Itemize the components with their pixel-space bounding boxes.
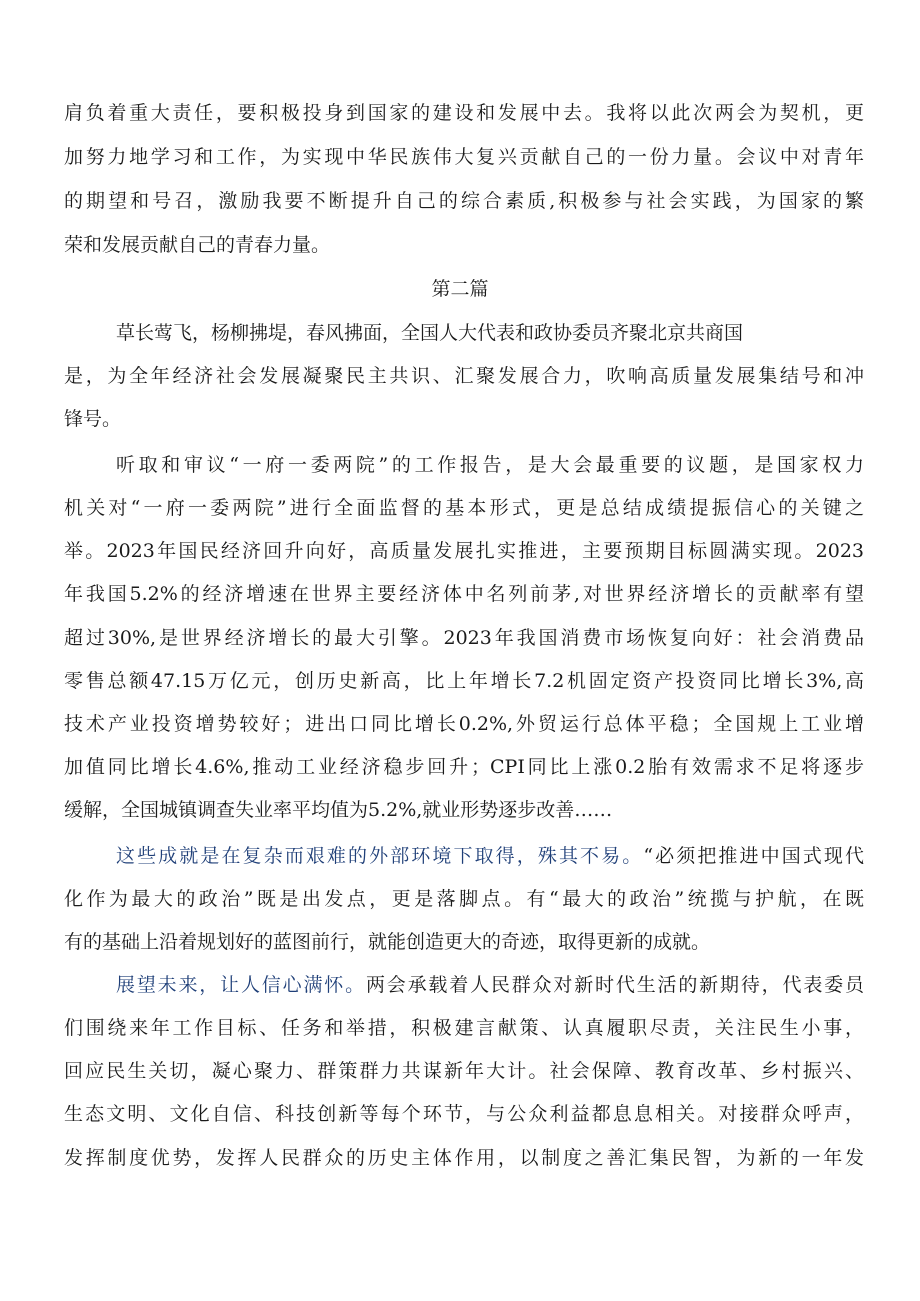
paragraph-line: 机关对“一府一委两院”进行全面监督的基本形式，更是总结成绩提振信心的关键之 — [64, 497, 864, 519]
paragraph-line: 年我国5.2%的经济增速在世界主要经济体中名列前茅,对世界经济增长的贡献率有望 — [64, 583, 864, 605]
paragraph-line-first — [116, 973, 864, 997]
paragraph-line-first — [116, 844, 864, 868]
paragraph-line: 缓解，全国城镇调查失业率平均值为5.2%,就业形势逐步改善…… — [64, 799, 613, 821]
paragraph-line: 生态文明、文化自信、科技创新等每个环节，与公众利益都息息相关。对接群众呼声， — [64, 1103, 864, 1125]
paragraph-line: 超过30%,是世界经济增长的最大引擎。2023年我国消费市场恢复向好：社会消费品 — [64, 627, 864, 649]
paragraph-line: 们围绕来年工作目标、任务和举措，积极建言献策、认真履职尽责，关注民生小事， — [64, 1017, 864, 1039]
paragraph-text: “必须把推进中国式现代 — [643, 845, 864, 867]
section-heading: 第二篇 — [431, 278, 489, 300]
paragraph-line: 有的基础上沿着规划好的蓝图前行，就能创造更大的奇迹，取得更新的成就。 — [64, 931, 711, 953]
paragraph-line: 荣和发展贡献自己的青春力量。 — [64, 234, 331, 256]
paragraph-line: 技术产业投资增势较好；进出口同比增长0.2%,外贸运行总体平稳；全国规上工业增 — [64, 713, 864, 735]
highlight-text: 这些成就是在复杂而艰难的外部环境下取得，殊其不易。 — [116, 845, 644, 867]
paragraph-line: 举。2023年国民经济回升向好，高质量发展扎实推进，主要预期目标圆满实现。2023 — [64, 540, 864, 562]
paragraph-line: 草长莺飞，杨柳拂堤，春风拂面，全国人大代表和政协委员齐聚北京共商国 — [116, 322, 744, 344]
paragraph-line: 肩负着重大责任，要积极投身到国家的建设和发展中去。我将以此次两会为契机，更 — [64, 102, 864, 124]
paragraph-line: 是，为全年经济社会发展凝聚民主共识、汇聚发展合力，吹响高质量发展集结号和冲 — [64, 365, 864, 387]
highlight-text: 展望未来，让人信心满怀。 — [116, 974, 366, 996]
paragraph-line: 加值同比增长4.6%,推动工业经济稳步回升；CPI同比上涨0.2胎有效需求不足将逐步 — [64, 756, 864, 778]
paragraph-line: 回应民生关切，凝心聚力、群策群力共谋新年大计。社会保障、教育改革、乡村振兴、 — [64, 1060, 864, 1082]
paragraph-line: 发挥制度优势，发挥人民群众的历史主体作用，以制度之善汇集民智，为新的一年发 — [64, 1147, 864, 1169]
paragraph-line: 零售总额47.15万亿元，创历史新高，比上年增长7.2机固定资产投资同比增长3%,高 — [64, 670, 864, 692]
paragraph-text: 两会承载着人民群众对新时代生活的新期待，代表委员 — [365, 974, 864, 996]
paragraph-line: 加努力地学习和工作，为实现中华民族伟大复兴贡献自己的一份力量。会议中对青年 — [64, 146, 864, 168]
paragraph-line: 听取和审议“一府一委两院”的工作报告，是大会最重要的议题，是国家权力 — [116, 454, 864, 476]
paragraph-line: 锋号。 — [64, 408, 122, 430]
paragraph-line: 的期望和号召，激励我要不断提升自己的综合素质,积极参与社会实践，为国家的繁 — [64, 190, 864, 212]
paragraph-line: 化作为最大的政治”既是出发点，更是落脚点。有“最大的政治”统揽与护航，在既 — [64, 888, 864, 910]
